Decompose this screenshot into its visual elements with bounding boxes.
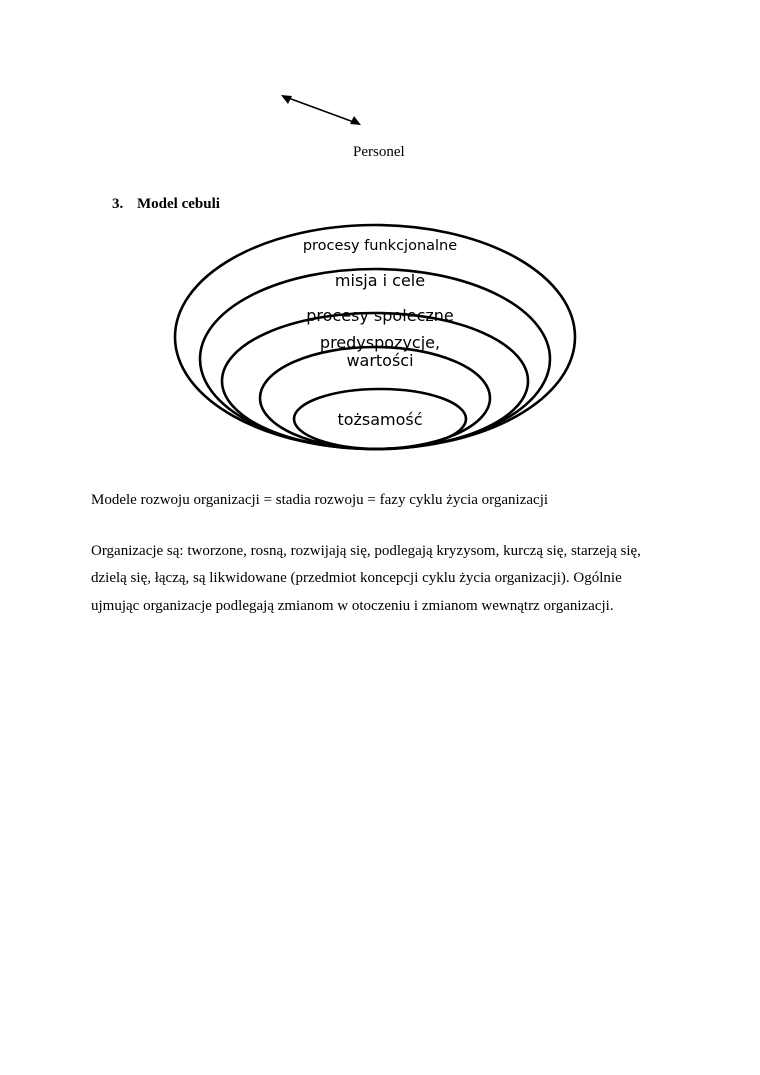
onion-model-diagram (170, 222, 590, 462)
paragraph-organizations-line-3: ujmując organizacje podlegają zmianom w otoczeniu i zmianom wewnątrz organizacji. (91, 598, 614, 614)
double-arrow-connector (275, 88, 370, 133)
arrow-line (283, 96, 359, 124)
paragraph-organizations-line-2: dzielą się, łączą, są likwidowane (przedmiot koncepcji cyklu życia organizacji). Ogólnie (91, 570, 622, 586)
onion-layer-2-label: misja i cele (334, 271, 426, 290)
onion-layer-3-label: procesy społeczne (306, 306, 454, 325)
section-title: Model cebuli (137, 196, 220, 212)
onion-layer-4-label-line2: wartości (346, 351, 414, 370)
onion-layer-1-label: procesy funkcjonalne (302, 238, 458, 254)
section-number: 3. (112, 196, 124, 212)
paragraph-organizations-line-1: Organizacje są: tworzone, rosną, rozwijają się, podlegają kryzysom, kurczą się, starzeją się, (91, 543, 641, 559)
section-heading (112, 196, 220, 213)
onion-layer-5-label: tożsamość (337, 410, 423, 429)
personel-label: Personel (353, 144, 405, 160)
onion-layer-4-label-line1: predyspozycje, (319, 333, 441, 352)
paragraph-models-line: Modele rozwoju organizacji = stadia rozwoju = fazy cyklu życia organizacji (91, 492, 549, 508)
